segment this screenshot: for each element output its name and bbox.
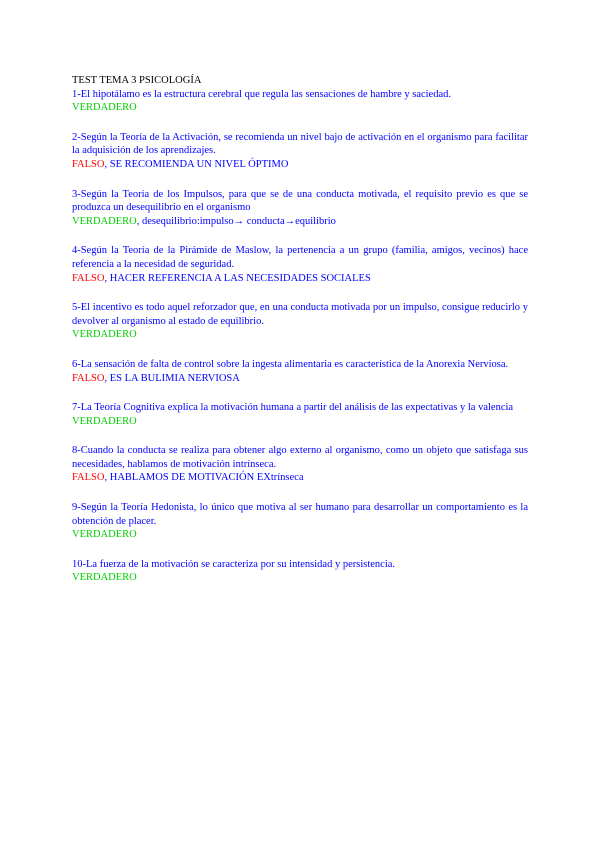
answer <box>72 415 528 429</box>
answer <box>72 328 528 342</box>
question-text: 10-La fuerza de la motivación se caracteriza por su intensidad y persistencia. <box>72 558 396 570</box>
answer <box>72 528 528 542</box>
verdict: VERDADERO <box>72 415 137 427</box>
verdict: VERDADERO <box>72 215 137 227</box>
answer <box>72 272 528 286</box>
question-10 <box>72 558 528 585</box>
explanation: , ES LA BULIMIA NERVIOSA <box>104 372 240 384</box>
question-text: 3-Según la Teoría de los Impulsos, para que se de una conducta motivada, el requisito previo es que se produzca un desequilibrio en el organismo <box>72 188 528 214</box>
question-1 <box>72 88 528 115</box>
verdict: FALSO <box>72 472 105 484</box>
verdict: VERDADERO <box>72 102 137 114</box>
question-8 <box>72 444 528 485</box>
verdict: FALSO <box>72 272 105 284</box>
question-text: 8-Cuando la conducta se realiza para obtener algo externo al organismo, como un objeto que satisfaga sus necesidades, hablamos de motivación intrínseca. <box>72 445 528 470</box>
explanation: , desequilibrio:impulso→ conducta→equilibrio <box>136 215 336 227</box>
question-text: 6-La sensación de falta de control sobre la ingesta alimentaria es característica de la Anorexia Nerviosa. <box>72 358 509 370</box>
question-6 <box>72 358 528 385</box>
explanation: , HABLAMOS DE MOTIVACIÓN EXtrínseca <box>104 472 304 484</box>
question-7 <box>72 401 528 428</box>
answer <box>72 101 528 115</box>
verdict: VERDADERO <box>72 572 137 584</box>
question-9 <box>72 501 528 542</box>
question-text: 1-El hipotálamo es la estructura cerebral que regula las sensaciones de hambre y saciedad. <box>72 88 452 100</box>
question-3 <box>72 188 528 229</box>
question-4 <box>72 244 528 285</box>
verdict: FALSO <box>72 158 105 170</box>
explanation: , SE RECOMIENDA UN NIVEL ÓPTIMO <box>104 158 289 170</box>
question-5 <box>72 301 528 342</box>
explanation: , HACER REFERENCIA A LAS NECESIDADES SOCIALES <box>104 272 371 284</box>
verdict: VERDADERO <box>72 329 137 341</box>
question-text: 4-Según la Teoría de la Pirámide de Maslow, la pertenencia a un grupo (familia, amigos, vecinos) hace referencia a la necesidad de seguridad. <box>72 245 528 270</box>
document-page <box>72 74 528 585</box>
question-text: 2-Según la Teoría de la Activación, se recomienda un nivel bajo de activación en el organismo para facilitar la adquisición de los aprendizajes. <box>72 131 528 157</box>
verdict: VERDADERO <box>72 529 137 541</box>
answer <box>72 158 528 172</box>
answer <box>72 471 528 485</box>
document-title: TEST TEMA 3 PSICOLOGÍA <box>72 75 202 86</box>
answer <box>72 215 528 229</box>
question-text: 9-Según la Teoría Hedonista, lo único que motiva al ser humano para desarrollar un comportamiento es la obtención de placer. <box>72 502 528 527</box>
answer <box>72 571 528 585</box>
verdict: FALSO <box>72 372 105 384</box>
answer <box>72 372 528 386</box>
question-text: 5-El incentivo es todo aquel reforzador que, en una conducta motivada por un impulso, consigue reducirlo y devolver al organismo al estado de equilibrio. <box>72 302 528 327</box>
question-text: 7-La Teoría Cognitiva explica la motivación humana a partir del análisis de las expectativas y la valencia <box>72 402 514 414</box>
question-2 <box>72 131 528 172</box>
